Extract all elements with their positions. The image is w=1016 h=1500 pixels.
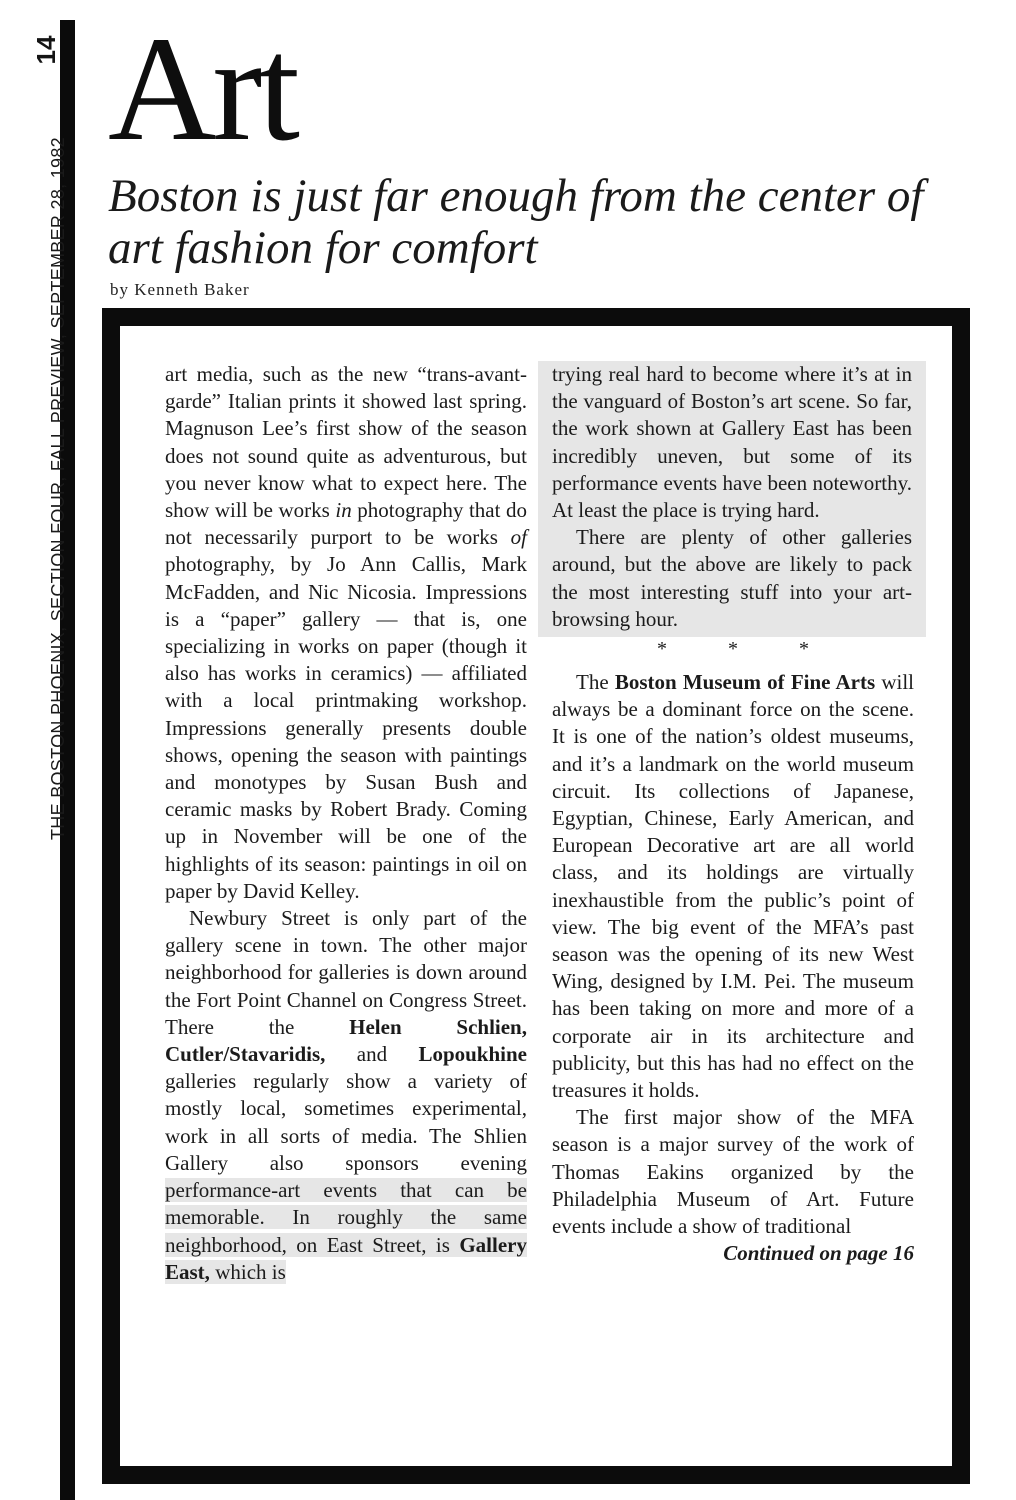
left-column bbox=[165, 361, 527, 1286]
text-run: performance-art events that can be memorable. In roughly the same neighborhood, on East Street, is bbox=[165, 1178, 527, 1257]
right-paragraph-2: There are plenty of other galleries around, but the above are likely to pack the most interesting stuff into your art-browsing hour. bbox=[552, 525, 912, 631]
byline: by Kenneth Baker bbox=[110, 280, 250, 299]
article-box bbox=[102, 308, 970, 1484]
gallery-name: Gallery East, bbox=[165, 1232, 527, 1284]
right-paragraph-1: trying real hard to become where it’s at in the vanguard of Boston’s art scene. So far, the work shown at Gallery East has been incredibly uneven, but some of its performance events have been noteworthy. At least the place is trying hard. bbox=[552, 362, 912, 523]
article-box-inner bbox=[120, 326, 952, 1466]
continued-line: Continued on page 16 bbox=[723, 1241, 914, 1266]
section-title: Art bbox=[108, 6, 296, 172]
gallery-names: Helen Schlien, Cutler/Stavaridis, bbox=[165, 1014, 527, 1067]
section-separator: * * * bbox=[657, 638, 837, 661]
text-run: photography, by Jo Ann Callis, Mark McFadden, and Nic Nicosia. Impressions is a “paper” gallery — that is, one specializing in works on paper (though it also has works in ceramics) — affiliated with a local printmaking workshop. Impressions generally presents double shows, opening the season with paintings and monotypes by Susan Bush and ceramic masks by Robert Brady. Coming up in November will be one of the highlights of its season: paintings in oil on paper by David Kelley. bbox=[165, 552, 527, 903]
emphasis: of bbox=[510, 525, 527, 550]
right-paragraph-4: The first major show of the MFA season is a major survey of the work of Thomas Eakins organized by the Philadelphia Museum of Art. Future events include a show of traditional bbox=[552, 1105, 914, 1239]
gallery-name: Lopoukhine bbox=[418, 1042, 527, 1067]
text-run: photography that do not necessarily purport to be works bbox=[165, 498, 527, 550]
text-run: which is bbox=[209, 1259, 286, 1284]
left-paragraph-2 bbox=[165, 905, 527, 1286]
text-run: art media, such as the new “trans-avant-garde” Italian prints it showed last spring. Magnuson Lee’s first show of the season does not sound quite as adventurous, but you never know what to expect here. The show will be works bbox=[165, 362, 527, 523]
museum-name: Boston Museum of Fine Arts bbox=[614, 670, 876, 695]
right-column bbox=[552, 361, 914, 1267]
text-run: will always be a dominant force on the scene. It is one of the nation’s oldest museums, and it’s a landmark on the world museum circuit. Its collections of Japanese, Egyptian, Chinese, Early American, and European Decorative art are all world class, and its holdings are virtually inexhaustible from the public’s point of view. The big event of the MFA’s past season was the opening of its new West Wing, designed by I.M. Pei. The museum has been taking on more and more of a corporate air in its architecture and publicity, but this has had no effect on the treasures it holds. bbox=[552, 670, 915, 1103]
text-run: Newbury Street is only part of the gallery scene in town. The other major neighborhood for galleries is down around the Fort Point Channel on Congress Street. There the bbox=[165, 906, 527, 1039]
text-run: The bbox=[576, 670, 615, 695]
right-paragraph-3 bbox=[552, 669, 914, 1104]
page-number: 14 bbox=[31, 35, 61, 65]
running-head: THE BOSTON PHOENIX, SECTION FOUR, FALL PREVIEW, SEPTEMBER 28, 1982 bbox=[48, 137, 68, 840]
left-paragraph-1 bbox=[165, 361, 527, 905]
headline: Boston is just far enough from the center of art fashion for comfort bbox=[108, 170, 924, 274]
highlighted-block bbox=[538, 361, 926, 637]
highlighted-passage bbox=[165, 1178, 527, 1284]
text-run: galleries regularly show a variety of mostly local, sometimes experimental, work in all sorts of media. The Shlien Gallery also sponsors evening bbox=[165, 1069, 527, 1175]
text-run: and bbox=[325, 1042, 419, 1067]
emphasis: in bbox=[335, 498, 352, 523]
